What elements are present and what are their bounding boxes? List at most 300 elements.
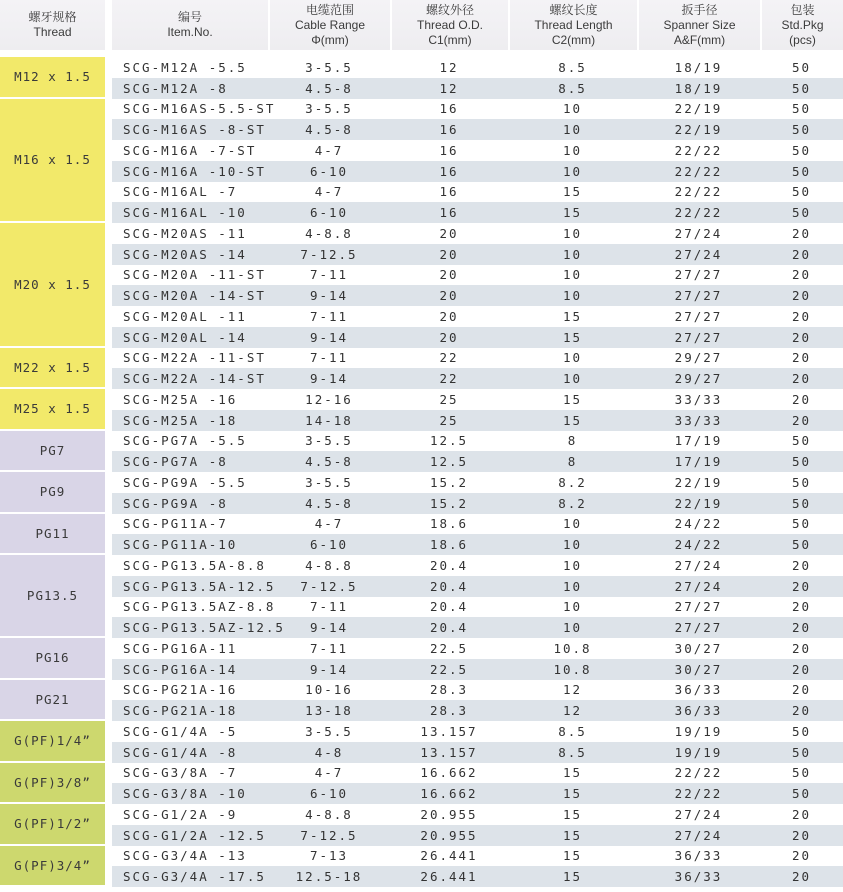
thread-length-cell: 15 [562,391,583,407]
cable-range-cell: 9-14 [309,620,349,636]
column-header-spanner-size-line: A&F(mm) [673,32,726,47]
column-header-spanner-size-line: Spanner Size [663,17,736,32]
item-no-cell: SCG-PG13.5A-8.8 [123,557,266,573]
spanner-size-cell: 18/19 [674,80,723,96]
spanner-size-cell: 27/27 [674,308,723,324]
item-no-cell: SCG-G3/8A -7 [123,765,238,781]
item-no-cell: SCG-M25A -16 [123,391,238,407]
thread-group-cell [0,99,105,222]
table-row [112,721,843,742]
table-header-row [0,0,843,50]
column-header-spanner-size-line: 扳手径 [681,2,718,17]
std-pkg-cell: 50 [791,163,812,179]
thread-length-cell: 10 [562,557,583,573]
column-header-thread [0,0,105,50]
spanner-size-cell: 27/27 [674,599,723,615]
item-no-cell: SCG-G1/4A -8 [123,744,238,760]
item-no-cell: SCG-PG13.5AZ-8.8 [123,599,276,615]
spanner-size-cell: 36/33 [674,848,723,864]
item-no-cell: SCG-PG13.5AZ-12.5 [123,620,285,636]
thread-od-cell: 20 [439,267,459,283]
thread-group-label: PG9 [39,484,66,500]
column-header-item-no-line: 编号 [177,10,202,24]
std-pkg-cell: 20 [791,308,812,324]
thread-length-cell: 10.8 [553,640,592,656]
thread-od-cell: 16 [439,101,459,117]
table-row [112,223,843,244]
table-row [112,555,843,576]
thread-group-cell [0,431,105,471]
thread-od-cell: 20.955 [420,806,478,822]
table-row [112,866,843,887]
spanner-size-cell: 27/27 [674,288,723,304]
item-no-cell: SCG-PG13.5A-12.5 [123,578,276,594]
thread-length-cell: 8.2 [558,474,587,490]
thread-length-cell: 10 [562,371,583,387]
thread-od-cell: 22.5 [429,640,469,656]
thread-group-label: G(PF)1/4” [14,733,91,749]
thread-od-cell: 25 [439,391,459,407]
table-row [112,783,843,804]
std-pkg-cell: 50 [791,786,812,802]
thread-group-label: G(PF)1/2” [14,816,91,832]
std-pkg-cell: 50 [791,723,812,739]
table-row [112,327,843,348]
thread-od-cell: 20 [439,329,459,345]
std-pkg-cell: 50 [791,122,812,138]
table-row [112,825,843,846]
table-row [112,57,843,78]
item-no-cell: SCG-PG11A-10 [123,537,238,553]
item-no-cell: SCG-G3/8A -10 [123,786,247,802]
item-no-cell: SCG-M16A -10-ST [123,163,266,179]
thread-length-cell: 8.2 [558,495,587,511]
std-pkg-cell: 20 [791,267,812,283]
item-no-cell: SCG-PG7A -8 [123,454,228,470]
thread-od-cell: 28.3 [429,703,469,719]
thread-group-label: PG21 [35,691,70,707]
cable-range-cell: 9-14 [309,288,349,304]
thread-od-cell: 15.2 [429,495,469,511]
column-header-cable-range-line: Φ(mm) [311,32,349,47]
table-row [112,182,843,203]
cable-range-cell: 12.5-18 [295,869,363,885]
thread-od-cell: 20.4 [429,599,469,615]
column-header-std-pkg-line: (pcs) [789,32,816,47]
table-row [112,680,843,701]
std-pkg-cell: 50 [791,744,812,760]
cable-range-cell: 4-7 [314,184,344,200]
thread-length-cell: 10 [562,620,583,636]
thread-length-cell: 10 [562,163,583,179]
table-row [112,617,843,638]
std-pkg-cell: 50 [791,59,812,75]
table-row [112,451,843,472]
thread-length-cell: 15 [562,848,583,864]
table-row [112,638,843,659]
cable-range-cell: 7-13 [309,848,349,864]
std-pkg-cell: 20 [791,620,812,636]
cable-range-cell: 6-10 [309,163,349,179]
cable-range-cell: 7-11 [309,267,349,283]
item-no-cell: SCG-G3/4A -13 [123,848,247,864]
cable-range-cell: 6-10 [309,786,349,802]
std-pkg-cell: 20 [791,350,812,366]
cable-range-cell: 4-8 [314,744,344,760]
thread-od-cell: 12 [439,59,459,75]
thread-group-cell [0,223,105,346]
cable-range-cell: 4.5-8 [305,495,353,511]
cable-range-cell: 4-7 [314,765,344,781]
thread-length-cell: 10 [562,516,583,532]
item-no-cell: SCG-M25A -18 [123,412,238,428]
spanner-size-cell: 27/24 [674,225,723,241]
thread-od-cell: 18.6 [429,537,469,553]
spanner-size-cell: 17/19 [674,454,723,470]
thread-length-cell: 15 [562,205,583,221]
thread-length-cell: 10 [562,578,583,594]
cable-range-cell: 4.5-8 [305,80,353,96]
cable-range-cell: 7-12.5 [300,246,358,262]
thread-od-cell: 16 [439,184,459,200]
cable-range-cell: 6-10 [309,205,349,221]
spanner-size-cell: 36/33 [674,869,723,885]
thread-group-cell [0,804,105,844]
std-pkg-cell: 20 [791,703,812,719]
thread-length-cell: 10 [562,350,583,366]
cable-range-cell: 7-12.5 [300,578,358,594]
thread-group-cell [0,472,105,512]
thread-od-cell: 26.441 [420,848,478,864]
data-rows [112,57,843,887]
cable-range-cell: 4-7 [314,516,344,532]
spanner-size-cell: 33/33 [674,391,723,407]
thread-od-cell: 12 [439,80,459,96]
thread-length-cell: 10 [562,599,583,615]
spanner-size-cell: 27/27 [674,329,723,345]
thread-group-label: M22 x 1.5 [14,359,91,375]
thread-group-label: G(PF)3/4” [14,857,91,873]
thread-length-cell: 8.5 [558,59,587,75]
table-row [112,410,843,431]
std-pkg-cell: 20 [791,869,812,885]
std-pkg-cell: 20 [791,578,812,594]
cable-range-cell: 7-11 [309,308,349,324]
thread-od-cell: 20.955 [420,827,478,843]
cable-range-cell: 4.5-8 [305,454,353,470]
table-row [112,140,843,161]
std-pkg-cell: 20 [791,412,812,428]
thread-od-cell: 20 [439,246,459,262]
std-pkg-cell: 50 [791,495,812,511]
thread-group-cell [0,389,105,429]
thread-od-cell: 28.3 [429,682,469,698]
item-no-cell: SCG-G3/4A -17.5 [123,869,266,885]
table-row [112,348,843,369]
thread-od-cell: 12.5 [429,433,469,449]
std-pkg-cell: 20 [791,288,812,304]
spanner-size-cell: 27/24 [674,578,723,594]
thread-length-cell: 8.5 [558,80,587,96]
table-row [112,119,843,140]
std-pkg-cell: 20 [791,640,812,656]
item-no-cell: SCG-M16AS -8-ST [123,122,266,138]
table-body [0,57,843,887]
cable-range-cell: 7-11 [309,350,349,366]
thread-length-cell: 8 [567,454,578,470]
table-row [112,285,843,306]
thread-length-cell: 8 [567,433,578,449]
thread-od-cell: 22.5 [429,661,469,677]
thread-length-cell: 12 [562,682,583,698]
spanner-size-cell: 27/24 [674,246,723,262]
item-no-cell: SCG-M20A -11-ST [123,267,266,283]
thread-length-cell: 10 [562,267,583,283]
spanner-size-cell: 29/27 [674,371,723,387]
thread-length-cell: 8.5 [558,744,587,760]
thread-length-cell: 10 [562,537,583,553]
cable-range-cell: 4-7 [314,142,344,158]
thread-group-cell [0,514,105,554]
thread-od-cell: 20 [439,225,459,241]
spanner-size-cell: 19/19 [674,723,723,739]
column-header-thread-line: 螺牙规格 [28,10,77,24]
thread-od-cell: 16.662 [420,786,478,802]
std-pkg-cell: 50 [791,765,812,781]
column-header-cable-range [268,0,390,50]
column-header-thread-length-line: C2(mm) [551,32,596,47]
thread-group-cell [0,721,105,761]
thread-od-cell: 15.2 [429,474,469,490]
column-header-thread-line: Thread [33,25,72,39]
thread-od-cell: 20.4 [429,557,469,573]
cable-range-cell: 7-11 [309,640,349,656]
thread-group-label: M25 x 1.5 [14,401,91,417]
column-header-thread-od-line: C1(mm) [428,32,472,47]
thread-length-cell: 10 [562,288,583,304]
thread-length-cell: 12 [562,703,583,719]
thread-od-cell: 18.6 [429,516,469,532]
cable-range-cell: 3-5.5 [305,723,353,739]
std-pkg-cell: 20 [791,557,812,573]
table-row [112,78,843,99]
thread-od-cell: 26.441 [420,869,478,885]
thread-group-label: M12 x 1.5 [14,69,91,85]
spanner-size-cell: 24/22 [674,516,723,532]
thread-od-cell: 22 [439,350,459,366]
std-pkg-cell: 50 [791,454,812,470]
item-no-cell: SCG-PG11A-7 [123,516,228,532]
thread-od-cell: 20.4 [429,620,469,636]
item-no-cell: SCG-M22A -14-ST [123,371,266,387]
item-no-cell: SCG-PG9A -8 [123,495,228,511]
table-row [112,763,843,784]
spanner-size-cell: 22/22 [674,205,723,221]
column-header-thread-od-line: 螺纹外径 [425,2,474,17]
table-row [112,804,843,825]
table-row [112,431,843,452]
thread-length-cell: 15 [562,827,583,843]
thread-group-cell [0,348,105,388]
thread-od-cell: 16 [439,122,459,138]
std-pkg-cell: 50 [791,537,812,553]
std-pkg-cell: 50 [791,142,812,158]
item-no-cell: SCG-M20AL -11 [123,308,247,324]
cable-range-cell: 4-8.8 [305,806,353,822]
table-row [112,597,843,618]
table-row [112,265,843,286]
table-row [112,659,843,680]
thread-length-cell: 15 [562,184,583,200]
spanner-size-cell: 27/27 [674,620,723,636]
column-header-item-no [112,0,268,50]
spanner-size-cell: 36/33 [674,682,723,698]
std-pkg-cell: 20 [791,329,812,345]
spanner-size-cell: 29/27 [674,350,723,366]
column-header-thread-od-line: Thread O.D. [416,17,484,32]
cable-range-cell: 9-14 [309,371,349,387]
cable-range-cell: 13-18 [305,703,353,719]
cable-range-cell: 4-8.8 [305,557,353,573]
std-pkg-cell: 50 [791,474,812,490]
thread-group-label: PG7 [39,442,66,458]
cable-range-cell: 7-12.5 [300,827,358,843]
spanner-size-cell: 19/19 [674,744,723,760]
cable-range-cell: 4-8.8 [305,225,353,241]
thread-length-cell: 15 [562,869,583,885]
column-header-std-pkg-line: 包装 [790,2,815,17]
item-no-cell: SCG-M20A -14-ST [123,288,266,304]
thread-length-cell: 10.8 [553,661,592,677]
thread-od-cell: 13.157 [420,723,478,739]
item-no-cell: SCG-M20AS -11 [123,225,247,241]
column-header-thread-od [390,0,508,50]
spanner-size-cell: 22/22 [674,163,723,179]
cable-range-cell: 3-5.5 [305,433,353,449]
item-no-cell: SCG-M12A -5.5 [123,59,247,75]
std-pkg-cell: 50 [791,184,812,200]
spanner-size-cell: 36/33 [674,703,723,719]
column-header-std-pkg-line: Std.Pkg [781,17,824,32]
cable-range-cell: 4.5-8 [305,122,353,138]
std-pkg-cell: 20 [791,661,812,677]
item-no-cell: SCG-M16AL -10 [123,205,247,221]
cable-range-cell: 3-5.5 [305,59,353,75]
table-row [112,244,843,265]
std-pkg-cell: 50 [791,80,812,96]
item-no-cell: SCG-G1/4A -5 [123,723,238,739]
table-row [112,389,843,410]
table-row [112,99,843,120]
cable-range-cell: 12-16 [305,391,353,407]
item-no-cell: SCG-G1/2A -9 [123,806,238,822]
std-pkg-cell: 50 [791,516,812,532]
item-no-cell: SCG-PG7A -5.5 [123,433,247,449]
column-header-thread-length-line: 螺纹长度 [549,2,598,17]
item-no-cell: SCG-PG21A-16 [123,682,238,698]
spanner-size-cell: 17/19 [674,433,723,449]
column-header-cable-range-line: 电缆范围 [305,2,354,17]
table-row [112,202,843,223]
spanner-size-cell: 22/22 [674,786,723,802]
thread-group-column [0,57,105,887]
thread-group-cell [0,57,105,97]
thread-group-cell [0,763,105,803]
spanner-size-cell: 30/27 [674,640,723,656]
item-no-cell: SCG-M20AL -14 [123,329,247,345]
thread-od-cell: 16 [439,163,459,179]
thread-group-label: PG13.5 [26,588,79,603]
item-no-cell: SCG-M16AS-5.5-ST [123,101,276,117]
thread-group-cell [0,638,105,678]
item-no-cell: SCG-M22A -11-ST [123,350,266,366]
spanner-size-cell: 27/24 [674,827,723,843]
thread-group-label: M16 x 1.5 [14,152,91,168]
std-pkg-cell: 20 [791,599,812,615]
thread-length-cell: 15 [562,786,583,802]
thread-length-cell: 10 [562,142,583,158]
cable-range-cell: 9-14 [309,661,349,677]
thread-group-cell [0,680,105,720]
thread-length-cell: 15 [562,765,583,781]
thread-od-cell: 16 [439,205,459,221]
cable-range-cell: 10-16 [305,682,353,698]
table-row [112,846,843,867]
thread-od-cell: 20 [439,288,459,304]
table-row [112,576,843,597]
std-pkg-cell: 50 [791,205,812,221]
table-row [112,306,843,327]
column-header-cable-range-line: Cable Range [294,17,366,32]
thread-od-cell: 16.662 [420,765,478,781]
thread-od-cell: 12.5 [429,454,469,470]
thread-length-cell: 10 [562,246,583,262]
thread-od-cell: 22 [439,371,459,387]
item-no-cell: SCG-M16AL -7 [123,184,238,200]
thread-od-cell: 25 [439,412,459,428]
std-pkg-cell: 20 [791,225,812,241]
std-pkg-cell: 50 [791,433,812,449]
cable-range-cell: 3-5.5 [305,474,353,490]
item-no-cell: SCG-G1/2A -12.5 [123,827,266,843]
thread-length-cell: 8.5 [558,723,587,739]
spanner-size-cell: 22/22 [674,142,723,158]
spanner-size-cell: 18/19 [674,59,723,75]
thread-length-cell: 15 [562,308,583,324]
thread-group-label: G(PF)3/8” [14,774,91,790]
cable-range-cell: 9-14 [309,329,349,345]
thread-od-cell: 20.4 [429,578,469,594]
table-row [112,161,843,182]
spanner-size-cell: 22/22 [674,184,723,200]
item-no-cell: SCG-PG16A-14 [123,661,238,677]
spanner-size-cell: 27/27 [674,267,723,283]
thread-length-cell: 15 [562,806,583,822]
item-no-cell: SCG-M16A -7-ST [123,142,257,158]
std-pkg-cell: 20 [791,806,812,822]
thread-od-cell: 16 [439,142,459,158]
table-row [112,700,843,721]
std-pkg-cell: 20 [791,827,812,843]
thread-group-label: PG16 [35,650,70,666]
cable-range-cell: 3-5.5 [305,101,353,117]
column-header-thread-length [508,0,637,50]
spanner-size-cell: 22/19 [674,101,723,117]
std-pkg-cell: 50 [791,101,812,117]
spanner-size-cell: 27/24 [674,806,723,822]
spanner-size-cell: 22/22 [674,765,723,781]
std-pkg-cell: 20 [791,246,812,262]
